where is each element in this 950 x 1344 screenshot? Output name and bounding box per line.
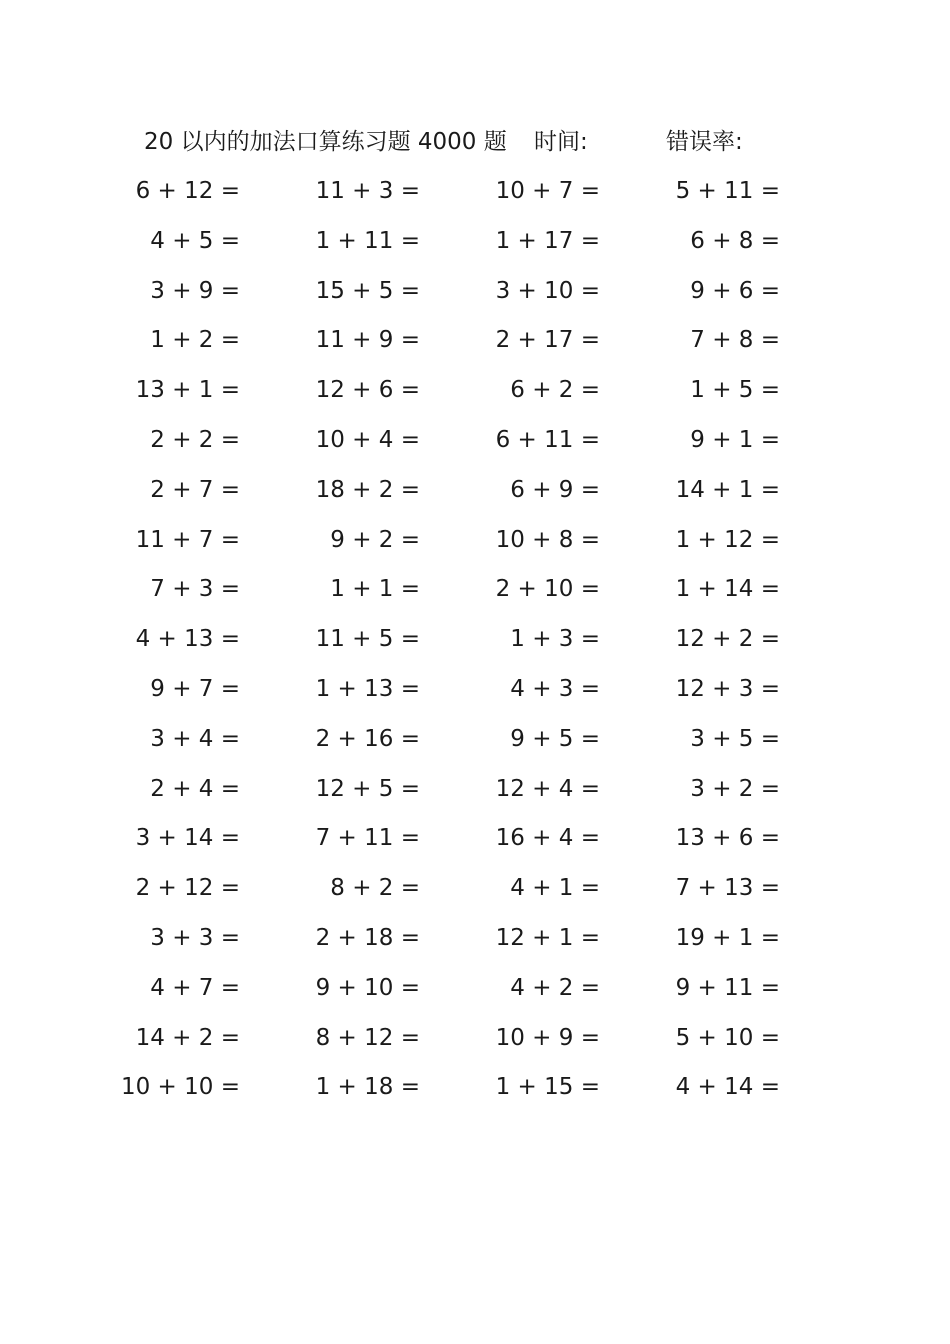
problem-item: 9 + 5 = [510, 725, 600, 752]
problem-item: 3 + 14 = [135, 825, 240, 852]
problem-item: 18 + 2 = [315, 476, 420, 503]
problem-item: 13 + 6 = [675, 825, 780, 852]
problem-item: 2 + 16 = [315, 725, 420, 752]
problem-item: 14 + 1 = [675, 476, 780, 503]
problem-row [0, 969, 950, 1019]
problem-item: 15 + 5 = [315, 277, 420, 304]
problem-item: 1 + 18 = [315, 1074, 420, 1101]
problem-item: 4 + 1 = [510, 875, 600, 902]
problem-item: 3 + 5 = [690, 725, 780, 752]
problem-item: 9 + 6 = [690, 277, 780, 304]
problem-row [0, 770, 950, 820]
problem-item: 1 + 15 = [495, 1074, 600, 1101]
problem-item: 2 + 4 = [150, 775, 240, 802]
problem-item: 12 + 6 = [315, 377, 420, 404]
problem-item: 9 + 7 = [150, 675, 240, 702]
problem-item: 6 + 11 = [495, 426, 600, 453]
problem-item: 9 + 1 = [690, 426, 780, 453]
problem-row [0, 421, 950, 471]
problem-item: 1 + 5 = [690, 377, 780, 404]
problem-item: 13 + 1 = [135, 377, 240, 404]
problem-item: 5 + 11 = [675, 178, 780, 204]
problem-item: 2 + 18 = [315, 924, 420, 951]
problem-row [0, 869, 950, 919]
problem-row [0, 620, 950, 670]
problem-row [0, 570, 950, 620]
problem-item: 6 + 9 = [510, 476, 600, 503]
problem-item: 7 + 11 = [315, 825, 420, 852]
problem-item: 6 + 2 = [510, 377, 600, 404]
problem-item: 7 + 3 = [150, 576, 240, 603]
problem-item: 2 + 2 = [150, 426, 240, 453]
problem-row [0, 1019, 950, 1069]
problem-item: 4 + 7 = [150, 974, 240, 1001]
problem-item: 7 + 13 = [675, 875, 780, 902]
problem-item: 2 + 10 = [495, 576, 600, 603]
problem-item: 8 + 12 = [315, 1024, 420, 1051]
problem-item: 12 + 5 = [315, 775, 420, 802]
problem-item: 8 + 2 = [330, 875, 420, 902]
problem-item: 9 + 2 = [330, 526, 420, 553]
problem-row [0, 222, 950, 272]
problem-row [0, 272, 950, 322]
problem-item: 3 + 4 = [150, 725, 240, 752]
problem-row [0, 919, 950, 969]
problem-item: 3 + 9 = [150, 277, 240, 304]
time-label: 时间: [534, 129, 588, 155]
problem-row [0, 471, 950, 521]
problem-item: 16 + 4 = [495, 825, 600, 852]
problem-item: 7 + 8 = [690, 327, 780, 354]
problem-row [0, 371, 950, 421]
problem-item: 4 + 13 = [135, 626, 240, 653]
problem-item: 6 + 8 = [690, 227, 780, 254]
problem-item: 14 + 2 = [135, 1024, 240, 1051]
problem-item: 3 + 3 = [150, 924, 240, 951]
problem-item: 4 + 5 = [150, 227, 240, 254]
problem-row [0, 670, 950, 720]
problem-item: 12 + 1 = [495, 924, 600, 951]
problem-item: 12 + 2 = [675, 626, 780, 653]
problem-item: 4 + 14 = [675, 1074, 780, 1101]
problem-item: 1 + 13 = [315, 675, 420, 702]
problem-item: 1 + 11 = [315, 227, 420, 254]
problem-row [0, 172, 950, 222]
problem-row [0, 521, 950, 571]
problem-row [0, 819, 950, 869]
problem-item: 4 + 3 = [510, 675, 600, 702]
problem-item: 3 + 2 = [690, 775, 780, 802]
problem-item: 10 + 4 = [315, 426, 420, 453]
problem-item: 2 + 12 = [135, 875, 240, 902]
problem-item: 3 + 10 = [495, 277, 600, 304]
problem-item: 1 + 14 = [675, 576, 780, 603]
problem-item: 12 + 4 = [495, 775, 600, 802]
worksheet-header [144, 124, 743, 160]
problem-row [0, 1068, 950, 1118]
problem-grid [0, 172, 950, 1118]
problem-item: 1 + 2 = [150, 327, 240, 354]
problem-item: 1 + 3 = [510, 626, 600, 653]
error-rate-label: 错误率: [666, 129, 743, 155]
problem-item: 11 + 9 = [315, 327, 420, 354]
problem-item: 19 + 1 = [675, 924, 780, 951]
problem-item: 11 + 5 = [315, 626, 420, 653]
problem-item: 10 + 7 = [495, 178, 600, 204]
problem-item: 10 + 9 = [495, 1024, 600, 1051]
problem-row [0, 720, 950, 770]
problem-item: 11 + 3 = [315, 178, 420, 204]
problem-item: 2 + 17 = [495, 327, 600, 354]
problem-item: 1 + 17 = [495, 227, 600, 254]
problem-item: 6 + 12 = [135, 178, 240, 204]
worksheet-title: 20 以内的加法口算练习题 4000 题 [144, 129, 507, 155]
problem-item: 1 + 1 = [330, 576, 420, 603]
problem-item: 4 + 2 = [510, 974, 600, 1001]
problem-item: 9 + 10 = [315, 974, 420, 1001]
problem-item: 2 + 7 = [150, 476, 240, 503]
problem-item: 10 + 8 = [495, 526, 600, 553]
problem-item: 12 + 3 = [675, 675, 780, 702]
problem-item: 10 + 10 = [120, 1074, 240, 1101]
problem-row [0, 321, 950, 371]
problem-item: 1 + 12 = [675, 526, 780, 553]
problem-item: 5 + 10 = [675, 1024, 780, 1051]
problem-item: 9 + 11 = [675, 974, 780, 1001]
problem-item: 11 + 7 = [135, 526, 240, 553]
